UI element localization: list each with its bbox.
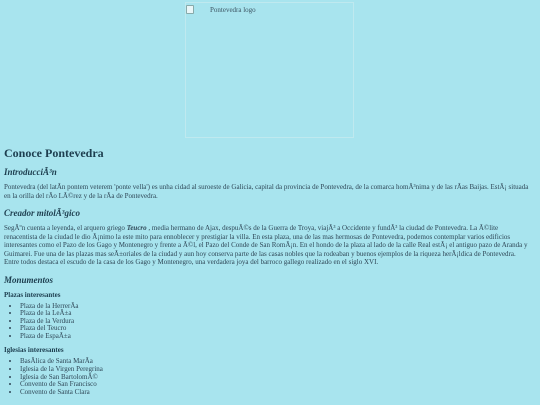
myth-heading: Creador mitolÃ³gico	[4, 208, 80, 218]
list-item: • Plaza del Teucro	[20, 325, 532, 333]
churches-heading: Iglesias interesantes	[4, 346, 64, 355]
main-content	[4, 146, 532, 402]
monuments-heading: Monumentos	[4, 274, 54, 285]
myth-text-before: SegÃºn cuenta a leyenda, el arquero griego	[4, 224, 127, 232]
intro-heading: IntroducciÃ³n	[4, 167, 57, 177]
page-title: Conoce Pontevedra	[4, 146, 104, 160]
plazas-heading: Plazas interesantes	[4, 290, 61, 299]
broken-image-icon	[186, 5, 194, 14]
logo-image	[185, 2, 354, 138]
broken-image-placeholder	[186, 5, 256, 14]
list-item: • Convento de Santa Clara	[20, 389, 532, 397]
churches-list	[4, 358, 532, 396]
list-item: • Iglesia de San BartolomÃ©	[20, 374, 532, 382]
logo-alt-text: Pontevedra logo	[210, 5, 256, 14]
list-item: • Iglesia de la Virgen Peregrina	[20, 366, 532, 374]
plazas-list	[4, 303, 532, 341]
list-item: • Plaza de EspaÃ±a	[20, 333, 532, 341]
myth-text-after: , media hermano de Ajax, despuÃ©s de la Guerra de Troya, viajÃ³ a Occidente y fundÃ³ la ciudad de Pontevedra. La Ã©lite renacentista de la ciudad le dio Ã¡nimo la este mito para ennoblecer y prestigiar la villa. En esta plaza, una de las mas hermosas de Pontevedra, podemos contemplar varios edificios interesantes como el Pazo de los Gago y Montenegro y frente a Ã©l, el Pazo del Conde de San RomÃ¡n. En el hondo de la plaza al lado de la calle Real estÃ¡ el antiguo pazo de Aranda y Guimarei. Fue una de las plazas mas seÃ±oriales de la ciudad y aun hoy conserva parte de las casas nobles que la rodeaban y buenos ejemplos de la riqueza herÃ¡ldica de Pontevedra. Entre todos destaca el escudo de la casa de los Gago y Montenegro, una verdadera joya del barroco gallego realizado en el siglo XVI.	[4, 224, 528, 266]
list-item: • Plaza de la HerrerÃa	[20, 303, 532, 311]
myth-paragraph	[4, 224, 532, 267]
intro-paragraph: Pontevedra (del latÃn pontem veterem 'ponte vella') es unha cidad al suroeste de Galicia, capital da provincia de Pontevedra, de la comarca homÃ³nima y de las rÃas Baijas. EstÃ¡ situada en la orilla del rÃo LÃ©rez y de la rÃa de Pontevedra.	[4, 183, 529, 200]
list-item: • Plaza de la LeÃ±a	[20, 310, 532, 318]
list-item: • BasÃlica de Santa MarÃa	[20, 358, 532, 366]
list-item: • Convento de San Francisco	[20, 381, 532, 389]
hero-name: Teucro	[126, 224, 147, 232]
list-item: • Plaza de la Verdura	[20, 318, 532, 326]
